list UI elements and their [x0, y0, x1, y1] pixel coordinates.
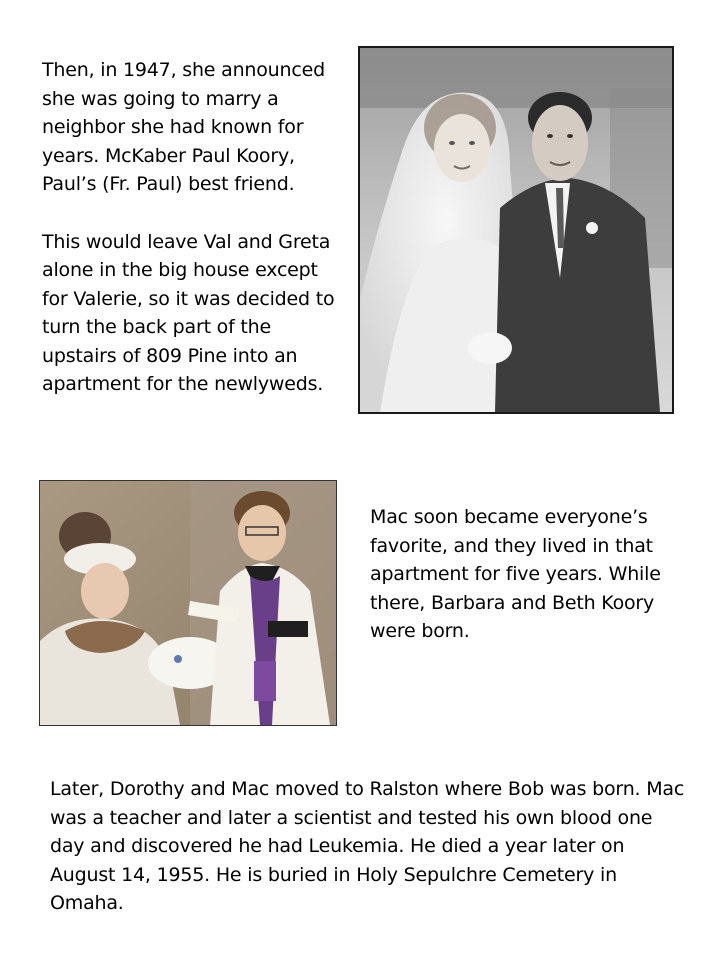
top-text-block: [42, 56, 342, 399]
middle-text-block: [370, 503, 670, 646]
paragraph-ralston-leukemia: Later, Dorothy and Mac moved to Ralston where Bob was born. Mac was a teacher and later a scientist and tested his own blood one day and discovered he had Leukemia. He died a year later on August 14, 1955. He is buried in Holy Sepulchre Cemetery in Omaha.: [50, 778, 685, 914]
paragraph-apartment-decision: This would leave Val and Greta alone in the big house except for Valerie, so it was decided to turn the back part of the upstairs of 809 Pine into an apartment for the newlyweds.: [42, 230, 335, 395]
wedding-photo-illustration: [360, 48, 672, 412]
paragraph-marriage-announcement: Then, in 1947, she announced she was going to marry a neighbor she had known for years. McKaber Paul Koory, Paul’s (Fr. Paul) best friend.: [42, 59, 325, 195]
wedding-photo: [358, 46, 674, 414]
baptism-photo: [39, 480, 337, 726]
bottom-text-block: [50, 775, 690, 918]
baptism-photo-illustration: [40, 481, 336, 725]
paragraph-favorite-apartment: Mac soon became everyone’s favorite, and they lived in that apartment for five years. While there, Barbara and Beth Koory were born.: [370, 506, 661, 642]
